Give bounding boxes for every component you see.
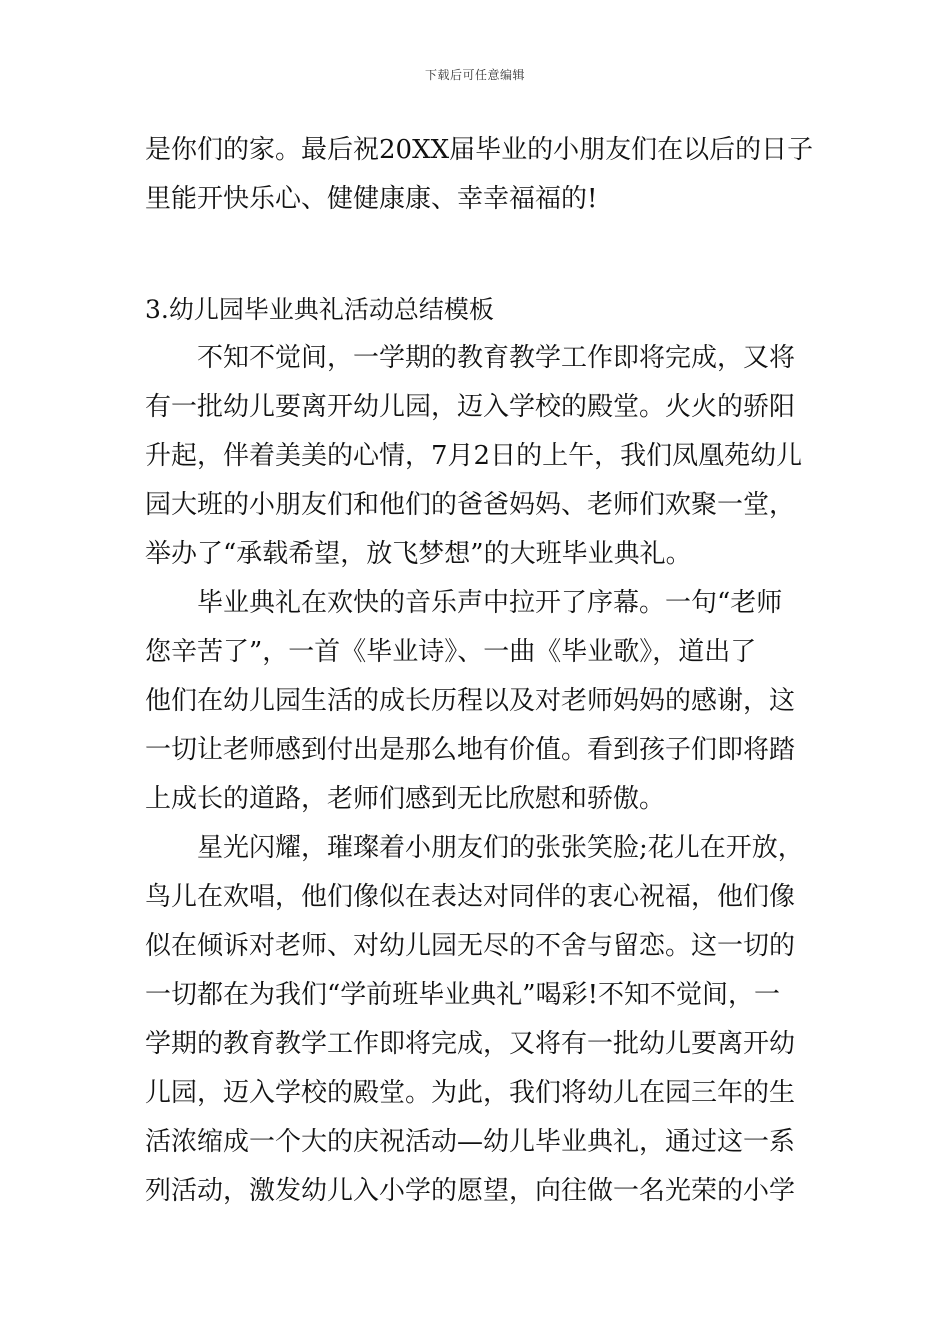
text-line: 他们在幼儿园生活的成长历程以及对老师妈妈的感谢，这 (145, 686, 796, 716)
text-line: 一切让老师感到付出是那么地有价值。看到孩子们即将踏 (145, 735, 796, 765)
text-line: 活浓缩成一个大的庆祝活动—幼儿毕业典礼，通过这一系 (145, 1127, 796, 1157)
text-line: 有一批幼儿要离开幼儿园，迈入学校的殿堂。火火的骄阳 (145, 392, 796, 422)
text-line: 上成长的道路，老师们感到无比欣慰和骄傲。 (145, 784, 666, 814)
text-line: 不知不觉间，一学期的教育教学工作即将完成，又将 (197, 343, 796, 373)
text-line: 里能开快乐心、健健康康、幸幸福福的! (145, 184, 598, 214)
paragraph-1 (145, 334, 811, 579)
text-line: 毕业典礼在欢快的音乐声中拉开了序幕。一句“老师 (197, 588, 783, 618)
section-heading: 3.幼儿园毕业典礼活动总结模板 (145, 295, 494, 324)
document-body (145, 126, 814, 1216)
text-line: 园大班的小朋友们和他们的爸爸妈妈、老师们欢聚一堂， (145, 490, 796, 520)
text-line: 举办了“承载希望，放飞梦想”的大班毕业典礼。 (145, 539, 692, 569)
paragraph-2 (145, 579, 811, 824)
paragraph-gap (145, 224, 811, 285)
text-line: 列活动，激发幼儿入小学的愿望，向往做一名光荣的小学 (145, 1176, 796, 1206)
intro-paragraph (145, 126, 814, 224)
text-line: 是你们的家。最后祝20XX届毕业的小朋友们在以后的日子 (145, 135, 814, 165)
text-line: 您辛苦了”，一首《毕业诗》、一曲《毕业歌》，道出了 (145, 637, 757, 667)
text-line: 似在倾诉对老师、对幼儿园无尽的不舍与留恋。这一切的 (145, 931, 796, 961)
text-line: 鸟儿在欢唱，他们像似在表达对同伴的衷心祝福，他们像 (145, 882, 796, 912)
text-line: 学期的教育教学工作即将完成，又将有一批幼儿要离开幼 (145, 1029, 796, 1059)
text-line: 一切都在为我们“学前班毕业典礼”喝彩!不知不觉间，一 (145, 980, 781, 1010)
text-line: 儿园，迈入学校的殿堂。为此，我们将幼儿在园三年的生 (145, 1078, 796, 1108)
page-header: 下载后可任意编辑 (424, 68, 525, 82)
paragraph-3 (145, 824, 811, 1216)
text-line: 升起，伴着美美的心情，7月2日的上午，我们凤凰苑幼儿 (145, 441, 803, 471)
text-line: 星光闪耀，璀璨着小朋友们的张张笑脸;花儿在开放， (197, 833, 804, 863)
